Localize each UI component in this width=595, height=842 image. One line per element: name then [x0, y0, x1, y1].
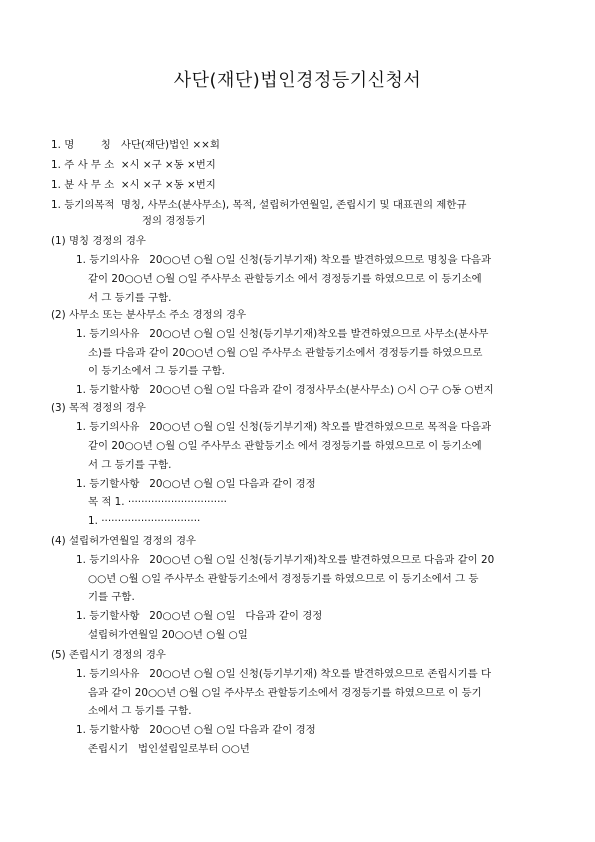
purpose-item-line: 목 적 1. ······························: [88, 496, 227, 508]
field-number: 1.: [51, 159, 61, 171]
reason-line: 소)를 다음과 같이 20○○년 ○월 ○일 주사무소 관할등기소에서 경정등기를 하였으므로: [88, 347, 483, 359]
field-number: 1.: [51, 139, 61, 151]
reason-line: ○○년 ○월 ○일 주사무소 관할등기소에서 경정등기를 하였으므로 이 등기소에서 그 등: [88, 573, 479, 585]
reason-line: 1. 등기의사유 20○○년 ○월 ○일 신청(등기부기재) 착오를 발견하였으므로 존립시기를 다: [76, 668, 491, 680]
field-label: 주 사 무 소: [64, 159, 115, 171]
section-heading-duration: (5) 존립시기 경정의 경우: [51, 649, 166, 661]
detail-line: 존립시기 법인설립일로부터 ○○년: [88, 743, 250, 755]
reason-line: 1. 등기의사유 20○○년 ○월 ○일 신청(등기부기재)착오를 발견하였으므로 다음과 같이 20: [76, 554, 495, 566]
reason-line: 1. 등기의사유 20○○년 ○월 ○일 신청(등기부기재)착오를 발견하였으므로 사무소(분사무: [76, 328, 489, 340]
field-name-row: [51, 139, 220, 152]
matter-line: 1. 등기할사항 20○○년 ○월 ○일 다음과 같이 경정: [76, 724, 316, 736]
reason-line: 음과 같이 20○○년 ○월 ○일 주사무소 관할등기소에서 경정등기를 하였으므로 이 등기: [88, 687, 482, 699]
field-branch-office-row: [51, 179, 216, 192]
matter-line: 1. 등기할사항 20○○년 ○월 ○일 다음과 같이 경정: [76, 478, 316, 490]
field-label: 등기의목적: [64, 199, 115, 211]
section-heading-purpose: (3) 목적 경정의 경우: [51, 402, 146, 414]
reason-line: 서 그 등기를 구함.: [88, 459, 172, 471]
field-number: 1.: [51, 179, 61, 191]
field-value: 명칭, 사무소(분사무소), 목적, 설립허가연월일, 존립시기 및 대표권의 제한규: [120, 199, 467, 211]
field-purpose-row: [51, 199, 466, 212]
reason-line: 1. 등기의사유 20○○년 ○월 ○일 신청(등기부기재) 착오를 발견하였으므로 명칭을 다음과: [76, 254, 491, 266]
section-heading-office: (2) 사무소 또는 분사무소 주소 경정의 경우: [51, 309, 247, 321]
matter-line: 1. 등기할사항 20○○년 ○월 ○일 다음과 같이 경정사무소(분사무소) ○시 ○구 ○동 ○번지: [76, 384, 494, 396]
field-label: 분 사 무 소: [64, 179, 115, 191]
field-value: ×시 ×구 ×동 ×번지: [120, 179, 216, 191]
field-label: 명 칭: [64, 139, 111, 151]
reason-line: 서 그 등기를 구함.: [88, 292, 172, 304]
reason-line: 같이 20○○년 ○월 ○일 주사무소 관할등기소 에서 경정등기를 하였으므로 이 등기소에: [88, 440, 482, 452]
section-heading-name: (1) 명칭 경정의 경우: [51, 235, 146, 247]
reason-line: 소에서 그 등기를 구함.: [88, 705, 192, 717]
reason-line: 기를 구함.: [88, 591, 135, 603]
reason-line: 같이 20○○년 ○월 ○일 주사무소 관할등기소 에서 경정등기를 하였으므로 이 등기소에: [88, 273, 482, 285]
reason-line: 1. 등기의사유 20○○년 ○월 ○일 신청(등기부기재) 착오를 발견하였으므로 목적을 다음과: [76, 421, 491, 433]
field-value: 사단(재단)법인 ××회: [120, 139, 220, 151]
field-value: ×시 ×구 ×동 ×번지: [120, 159, 216, 171]
purpose-item-line: 1. ······························: [88, 515, 201, 527]
reason-line: 이 등기소에서 그 등기를 구함.: [88, 365, 225, 377]
page-title: 사단(재단)법인경정등기신청서: [173, 70, 422, 91]
section-heading-permission-date: (4) 설립허가연월일 경정의 경우: [51, 535, 197, 547]
field-main-office-row: [51, 159, 216, 172]
field-number: 1.: [51, 199, 61, 211]
field-purpose-continuation: 정의 경정등기: [142, 215, 206, 227]
detail-line: 설립허가연월일 20○○년 ○월 ○일: [88, 629, 248, 641]
matter-line: 1. 등기할사항 20○○년 ○월 ○일 다음과 같이 경정: [76, 610, 323, 622]
